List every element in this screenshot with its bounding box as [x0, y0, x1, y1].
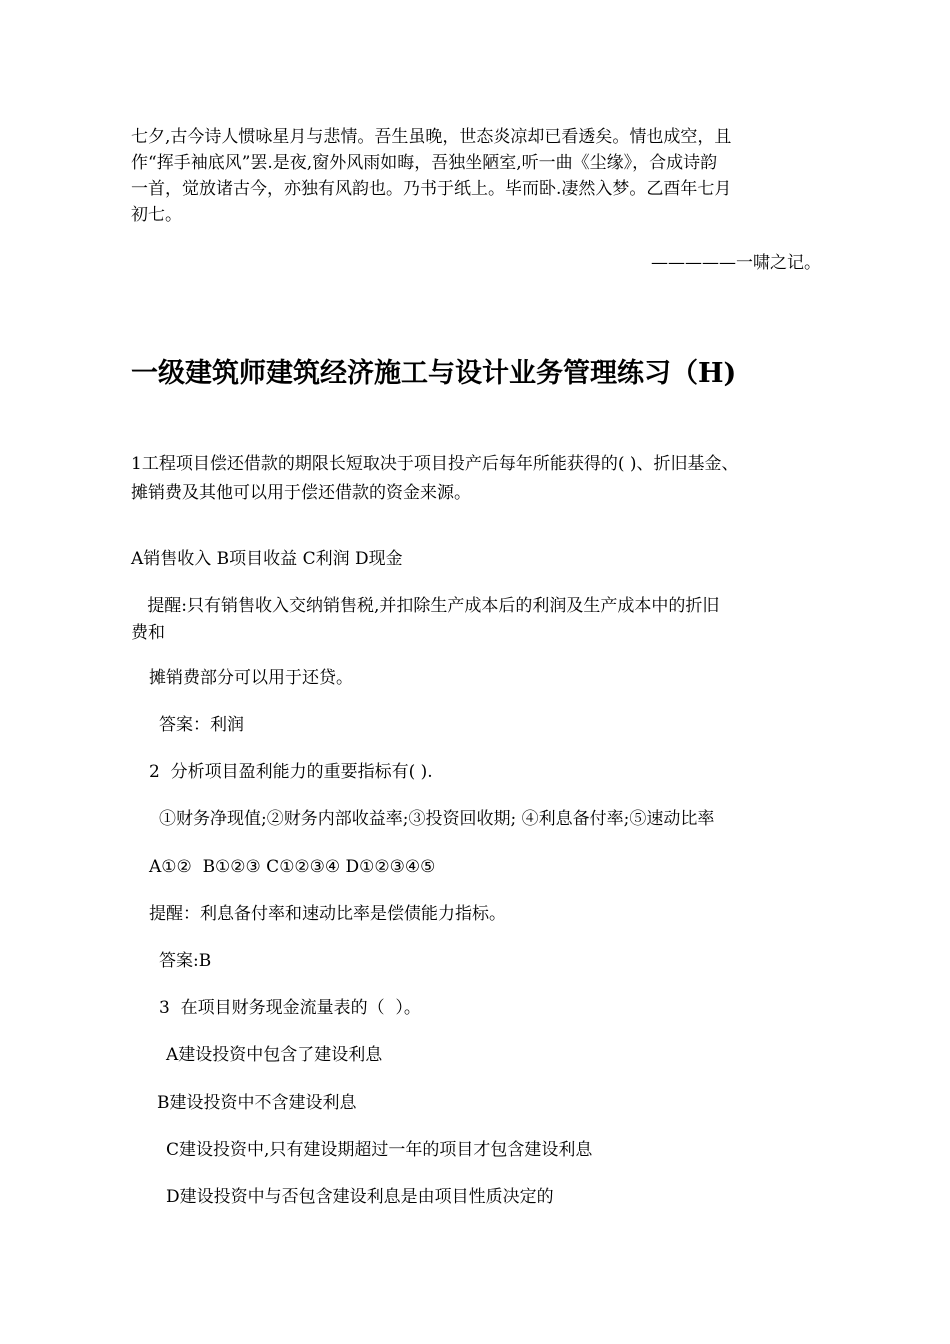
page-title: 一级建筑师建筑经济施工与设计业务管理练习（H) — [131, 358, 737, 389]
intro-paragraph — [131, 124, 821, 228]
question-3-option-d: D建设投资中与否包含建设利息是由项目性质决定的 — [166, 1187, 554, 1207]
question-1-hint-line: 提醒:只有销售收入交纳销售税,并扣除生产成本后的利润及生产成本中的折旧 — [131, 596, 720, 616]
intro-line: 一首，觉放诸古今，亦独有风韵也。乃书于纸上。毕而卧.凄然入梦。乙酉年七月 — [131, 179, 732, 199]
question-3-option-a: A建设投资中包含了建设利息 — [166, 1045, 383, 1065]
intro-line: 作“挥手袖底风”罢.是夜,窗外风雨如晦，吾独坐陋室,听一曲《尘缘》，合成诗韵 — [131, 153, 718, 173]
question-3-option-b: B建设投资中不含建设利息 — [157, 1093, 357, 1113]
intro-line: 初七。 — [131, 205, 182, 225]
question-2-hint: 提醒：利息备付率和速动比率是偿债能力指标。 — [149, 904, 506, 924]
intro-line: 七夕,古今诗人惯咏星月与悲情。吾生虽晚，世态炎凉却已看透矣。情也成空，且 — [131, 127, 732, 147]
question-3: 3 在项目财务现金流量表的（ ）。 — [159, 998, 421, 1018]
question-1-options: A销售收入 B项目收益 C利润 D现金 — [131, 549, 403, 569]
question-2: 2 分析项目盈利能力的重要指标有( ). — [149, 762, 433, 782]
question-1-hint-line: 费和 — [131, 623, 165, 643]
question-1-hint — [131, 593, 719, 647]
signature: —————一啸之记。 — [651, 253, 821, 273]
question-1-line: 1工程项目偿还借款的期限长短取决于项目投产后每年所能获得的( )、折旧基金、 — [131, 454, 739, 474]
question-2-answer: 答案:B — [159, 951, 212, 971]
question-2-items: ①财务净现值;②财务内部收益率;③投资回收期; ④利息备付率;⑤速动比率 — [159, 809, 715, 829]
question-1-answer: 答案：利润 — [159, 715, 244, 735]
question-1-hint-continued: 摊销费部分可以用于还贷。 — [149, 668, 353, 688]
question-1 — [131, 450, 738, 508]
question-2-options: A①② B①②③ C①②③④ D①②③④⑤ — [149, 857, 436, 877]
question-3-option-c: C建设投资中,只有建设期超过一年的项目才包含建设利息 — [166, 1140, 593, 1160]
question-1-line: 摊销费及其他可以用于偿还借款的资金来源。 — [131, 483, 471, 503]
